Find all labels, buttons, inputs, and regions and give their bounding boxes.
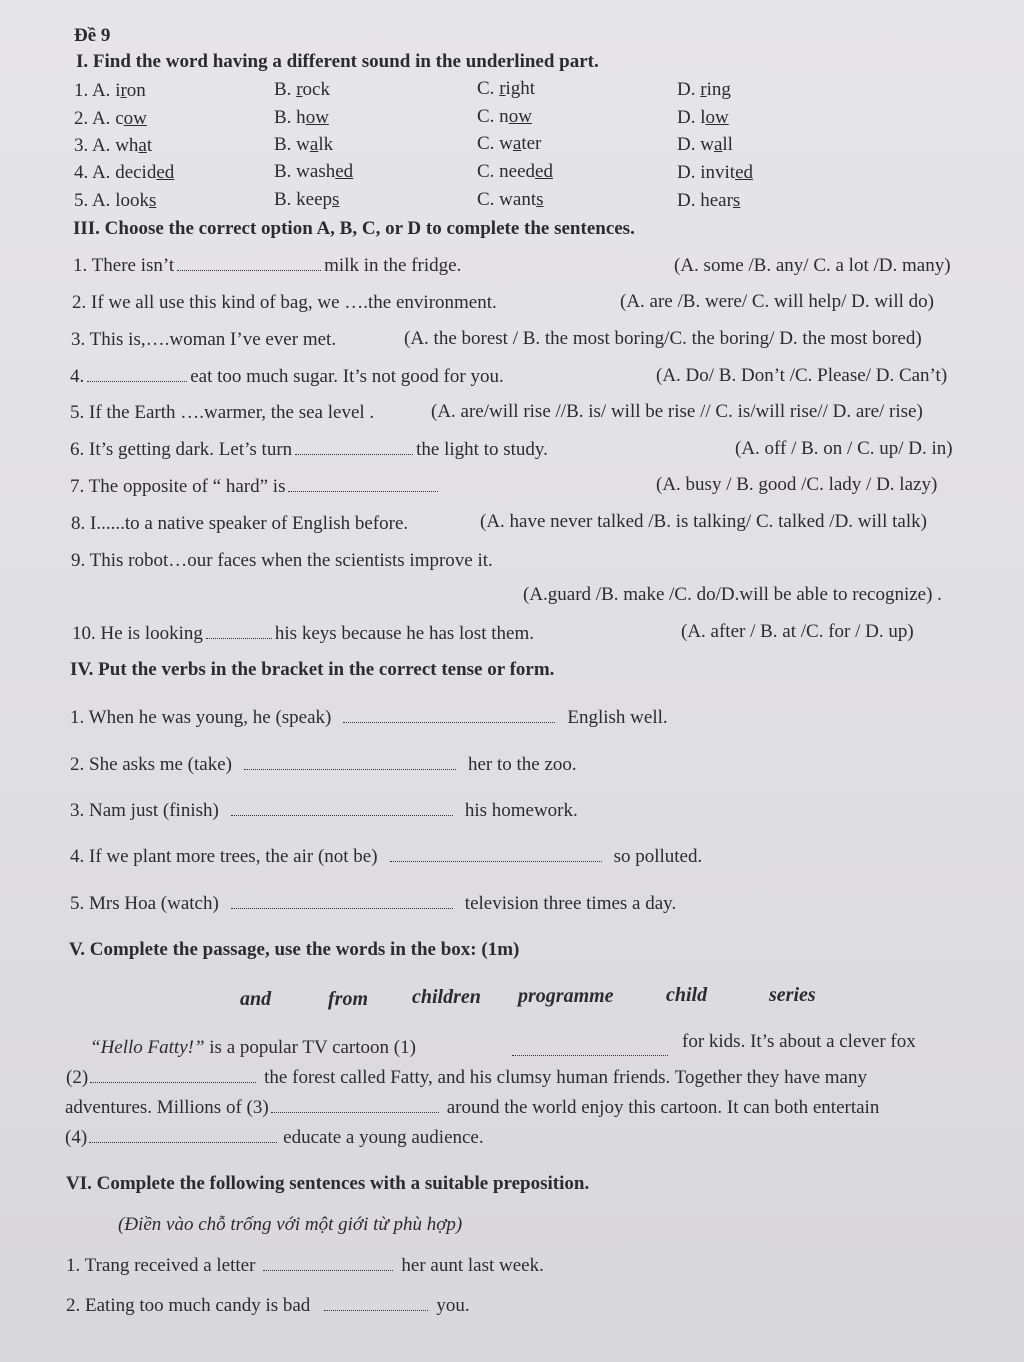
s1-row2-option-b: B. how <box>274 107 329 128</box>
s3-q6-options: (A. off / B. on / C. up/ D. in) <box>735 438 953 459</box>
exam-title: Đề 9 <box>74 25 111 46</box>
s1-row3-option-b: B. walk <box>274 134 334 155</box>
s4-item4: 4. If we plant more trees, the air (not be) so polluted. <box>70 846 703 867</box>
answer-blank[interactable] <box>89 1128 277 1143</box>
word-box-item: programme <box>518 985 614 1007</box>
s4-item2: 2. She asks me (take) her to the zoo. <box>70 754 577 775</box>
answer-blank[interactable] <box>231 801 453 816</box>
section4-heading: IV. Put the verbs in the bracket in the correct tense or form. <box>70 659 555 680</box>
s6-item2: 2. Eating too much candy is bad you. <box>66 1295 470 1316</box>
answer-blank[interactable] <box>271 1098 439 1113</box>
word-box-item: children <box>412 986 481 1008</box>
passage-line-4: (4) educate a young audience. <box>65 1127 484 1148</box>
s3-q7-options: (A. busy / B. good /C. lady / D. lazy) <box>656 474 938 495</box>
answer-blank[interactable] <box>295 440 413 455</box>
s3-q1: 1. There isn’t milk in the fridge. <box>73 255 462 276</box>
section6-heading: VI. Complete the following sentences with a suitable preposition. <box>66 1173 590 1194</box>
s3-q8-options: (A. have never talked /B. is talking/ C. talked /D. will talk) <box>480 511 927 532</box>
s1-row3-option-a: 3. A. what <box>74 135 153 156</box>
s1-row3-option-d: D. wall <box>677 134 733 155</box>
passage-line-2: (2) the forest called Fatty, and his clumsy human friends. Together they have many <box>66 1067 867 1088</box>
s1-row4-option-d: D. invited <box>677 162 753 183</box>
s3-q3: 3. This is,….woman I’ve ever met. <box>71 329 337 350</box>
section5-heading: V. Complete the passage, use the words in the box: (1m) <box>69 939 520 960</box>
answer-blank[interactable] <box>87 367 187 382</box>
s1-row3-option-c: C. water <box>477 133 542 154</box>
answer-blank[interactable] <box>206 624 272 639</box>
s1-row5-option-d: D. hears <box>677 190 741 211</box>
s3-q3-options: (A. the borest / B. the most boring/C. the boring/ D. the most bored) <box>404 328 922 349</box>
passage-line-3: adventures. Millions of (3) around the world enjoy this cartoon. It can both entertain <box>65 1097 880 1118</box>
s1-row2-option-a: 2. A. cow <box>74 108 147 129</box>
s4-item1: 1. When he was young, he (speak) English well. <box>70 707 668 728</box>
passage-line-1: “Hello Fatty!” is a popular TV cartoon (1) <box>90 1037 416 1058</box>
s1-row1-option-c: C. right <box>477 78 536 99</box>
s3-q2: 2. If we all use this kind of bag, we ….the environment. <box>72 292 497 313</box>
s1-row5-option-a: 5. A. looks <box>74 190 157 211</box>
s1-row4-option-a: 4. A. decided <box>74 162 175 183</box>
s3-q4: 4. eat too much sugar. It’s not good for you. <box>70 366 504 387</box>
s1-row5-option-c: C. wants <box>477 189 544 210</box>
s3-q9: 9. This robot…our faces when the scientists improve it. <box>71 550 493 571</box>
answer-blank[interactable] <box>324 1296 428 1311</box>
s3-q5: 5. If the Earth ….warmer, the sea level . <box>70 402 375 423</box>
word-box-item: child <box>666 984 708 1006</box>
word-box-item: from <box>328 988 368 1010</box>
answer-blank[interactable] <box>343 708 555 723</box>
s3-q8: 8. I......to a native speaker of English before. <box>71 513 409 534</box>
section1-heading: I. Find the word having a different sound in the underlined part. <box>76 51 599 72</box>
s1-row1-option-b: B. rock <box>274 79 330 100</box>
answer-blank[interactable] <box>177 256 321 271</box>
answer-blank[interactable] <box>263 1256 393 1271</box>
s1-row2-option-d: D. low <box>677 107 729 128</box>
section6-subtitle: (Điền vào chỗ trống với một giới từ phù hợp) <box>118 1214 463 1235</box>
answer-blank[interactable] <box>90 1068 256 1083</box>
passage-line-1-end: for kids. It’s about a clever fox <box>682 1031 916 1052</box>
s1-row4-option-b: B. washed <box>274 161 354 182</box>
s1-row1-option-d: D. ring <box>677 79 731 100</box>
s3-q10-options: (A. after / B. at /C. for / D. up) <box>681 621 914 642</box>
s3-q6: 6. It’s getting dark. Let’s turn the light to study. <box>70 439 548 460</box>
answer-blank[interactable] <box>288 477 438 492</box>
s3-q10: 10. He is looking his keys because he has lost them. <box>72 623 534 644</box>
s3-q7: 7. The opposite of “ hard” is <box>70 475 441 499</box>
s6-item1: 1. Trang received a letter her aunt last week. <box>66 1255 544 1276</box>
s4-item5: 5. Mrs Hoa (watch) television three times a day. <box>70 893 677 914</box>
word-box-item: series <box>769 984 816 1006</box>
s1-row4-option-c: C. needed <box>477 161 553 182</box>
answer-blank[interactable] <box>512 1041 668 1056</box>
s3-q4-options: (A. Do/ B. Don’t /C. Please/ D. Can’t) <box>656 365 948 386</box>
s3-q2-options: (A. are /B. were/ C. will help/ D. will do) <box>620 291 934 312</box>
s3-q5-options: (A. are/will rise //B. is/ will be rise // C. is/will rise// D. are/ rise) <box>431 401 923 422</box>
s3-q9-options: (A.guard /B. make /C. do/D.will be able to recognize) . <box>523 584 942 605</box>
s3-q1-options: (A. some /B. any/ C. a lot /D. many) <box>674 255 951 276</box>
s1-row5-option-b: B. keeps <box>274 189 340 210</box>
answer-blank[interactable] <box>231 894 453 909</box>
s4-item3: 3. Nam just (finish) his homework. <box>70 800 578 821</box>
answer-blank[interactable] <box>390 847 602 862</box>
answer-blank[interactable] <box>244 755 456 770</box>
s1-row2-option-c: C. now <box>477 106 532 127</box>
s1-row1-option-a: 1. A. iron <box>74 80 146 101</box>
section3-heading: III. Choose the correct option A, B, C, or D to complete the sentences. <box>73 218 635 239</box>
word-box-item: and <box>240 988 272 1010</box>
